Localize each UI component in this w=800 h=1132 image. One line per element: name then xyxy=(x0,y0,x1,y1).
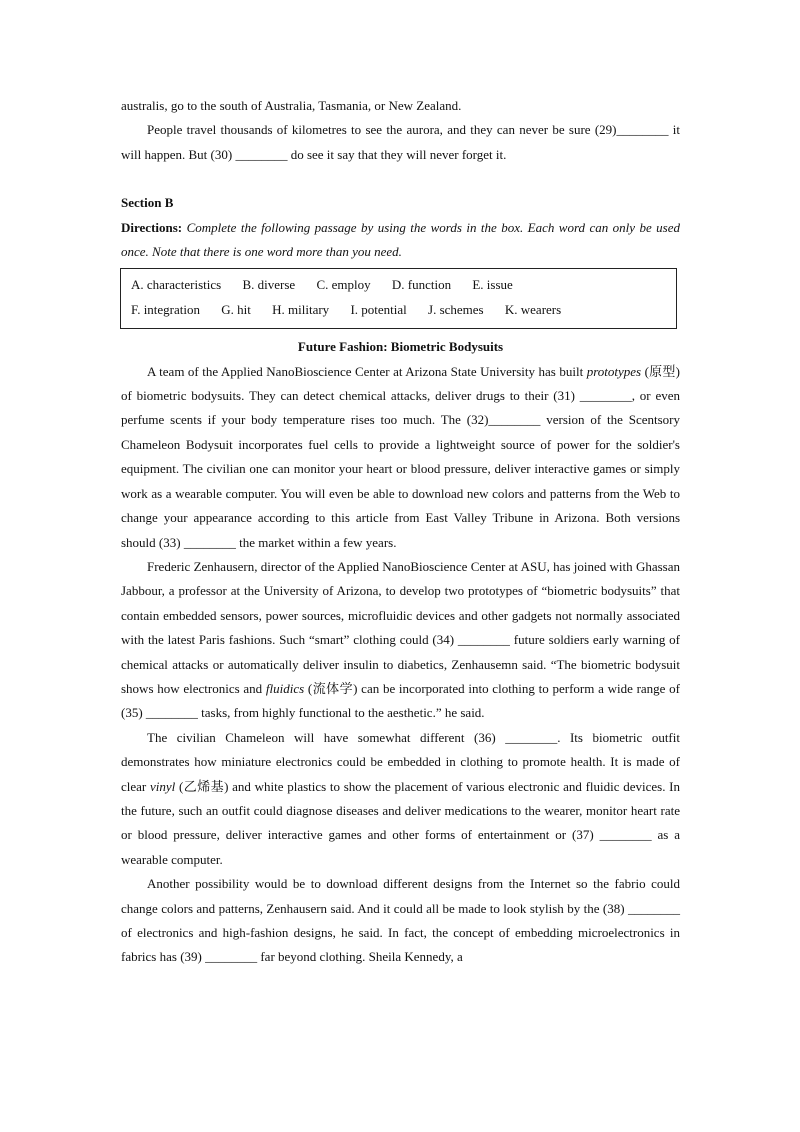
word-option: K. wearers xyxy=(504,301,562,317)
p1-italic-term: prototypes xyxy=(586,363,642,379)
p2-text-a: Frederic Zenhausern, director of the Applied NanoBioscience Center at ASU, has joined with Ghassan Jabbour, a professor at the University of Arizona, to develop two prototypes of “biometric bodysuits” that contain embedded sensors, power sources, microfluidic devices and other gadgets not normally associated with the latest Paris fashions. Such “smart” clothing could (34) ________ future soldiers early warning of chemical attacks or automatically deliver insulin to diabetics, Zenhausemn said. “The biometric bodysuit shows how electronics and xyxy=(121,558,680,696)
paragraph-aurora: People travel thousands of kilometres to see the aurora, and they can never be sure (29)________ it will happen. But (30) ________ do see it say that they will never forget it. xyxy=(121,122,680,162)
directions xyxy=(121,216,680,265)
word-option: A. characteristics xyxy=(131,277,222,293)
word-option: B. diverse xyxy=(242,277,296,293)
directions-label: Directions: xyxy=(121,219,183,235)
directions-text: Complete the following passage by using the words in the box. Each word can only be used once. Note that there is one word more than you need. xyxy=(121,219,680,260)
paragraph-4: Another possibility would be to download different designs from the Internet so the fabrio could change colors and patterns, Zenhausern said. And it could all be made to look stylish by the (38) ________ of electronics and high-fashion designs, he said. In fact, the concept of embedding microelectronics in fabrics has (39) ________ far beyond clothing. Sheila Kennedy, a xyxy=(121,876,680,965)
passage-title: Future Fashion: Biometric Bodysuits xyxy=(297,339,504,355)
p2-italic-term: fluidics xyxy=(265,680,305,696)
document-page xyxy=(121,94,680,970)
word-box-row-2 xyxy=(131,298,666,322)
p2-text-b: (流体学) can be incorporated into clothing to perform a wide range of (35) ________ tasks, from highly functional to the aesthetic.” he said. xyxy=(121,680,680,721)
word-box-row-1 xyxy=(131,273,666,297)
paragraph-2 xyxy=(121,555,680,726)
paragraph-intro-end: australis, go to the south of Australia, Tasmania, or New Zealand. xyxy=(121,98,462,113)
word-option: D. function xyxy=(391,277,452,293)
section-title: Section B xyxy=(121,195,174,211)
spacer xyxy=(121,167,680,191)
word-option: C. employ xyxy=(316,277,371,293)
word-option: G. hit xyxy=(221,301,251,317)
p1-text-b: (原型) of biometric bodysuits. They can detect chemical attacks, deliver drugs to their (31) ________, or even perfume scents if your body temperature rises too much. The (32)________ version of the Scentsory Chameleon Bodysuit incorporates fuel cells to provide a lightweight source of power for the soldier's equipment. The civilian one can monitor your heart or blood pressure, deliver interactive games or simply work as a wearable computer. You will even be able to download new colors and patterns from the Web to change your appearance according to this article from East Valley Tribune in Arizona. Both versions should (33) ________ the market within a few years. xyxy=(121,363,680,550)
p3-text-a: The civilian Chameleon will have somewhat different (36) ________. Its biometric outfit demonstrates how miniature electronics could be embedded in clothing to promote health. It is made of clear xyxy=(121,729,680,794)
p1-text-a: A team of the Applied NanoBioscience Center at Arizona State University has built xyxy=(147,363,587,379)
word-option: J. schemes xyxy=(428,301,484,317)
word-option: E. issue xyxy=(472,277,513,293)
paragraph-3 xyxy=(121,726,680,872)
word-option: H. military xyxy=(272,301,330,317)
word-box xyxy=(120,268,677,329)
word-option: F. integration xyxy=(131,301,201,317)
paragraph-1 xyxy=(121,360,680,555)
p3-text-b: (乙烯基) and white plastics to show the placement of various electronic and fluidic devices. In the future, such an outfit could diagnose diseases and deliver medications to the wearer, monitor heart rate or blood pressure, deliver interactive games and other forms of entertainment or (37) ________ as a wearable computer. xyxy=(121,778,680,867)
p3-italic-term: vinyl xyxy=(149,778,176,794)
word-option: I. potential xyxy=(350,301,407,317)
